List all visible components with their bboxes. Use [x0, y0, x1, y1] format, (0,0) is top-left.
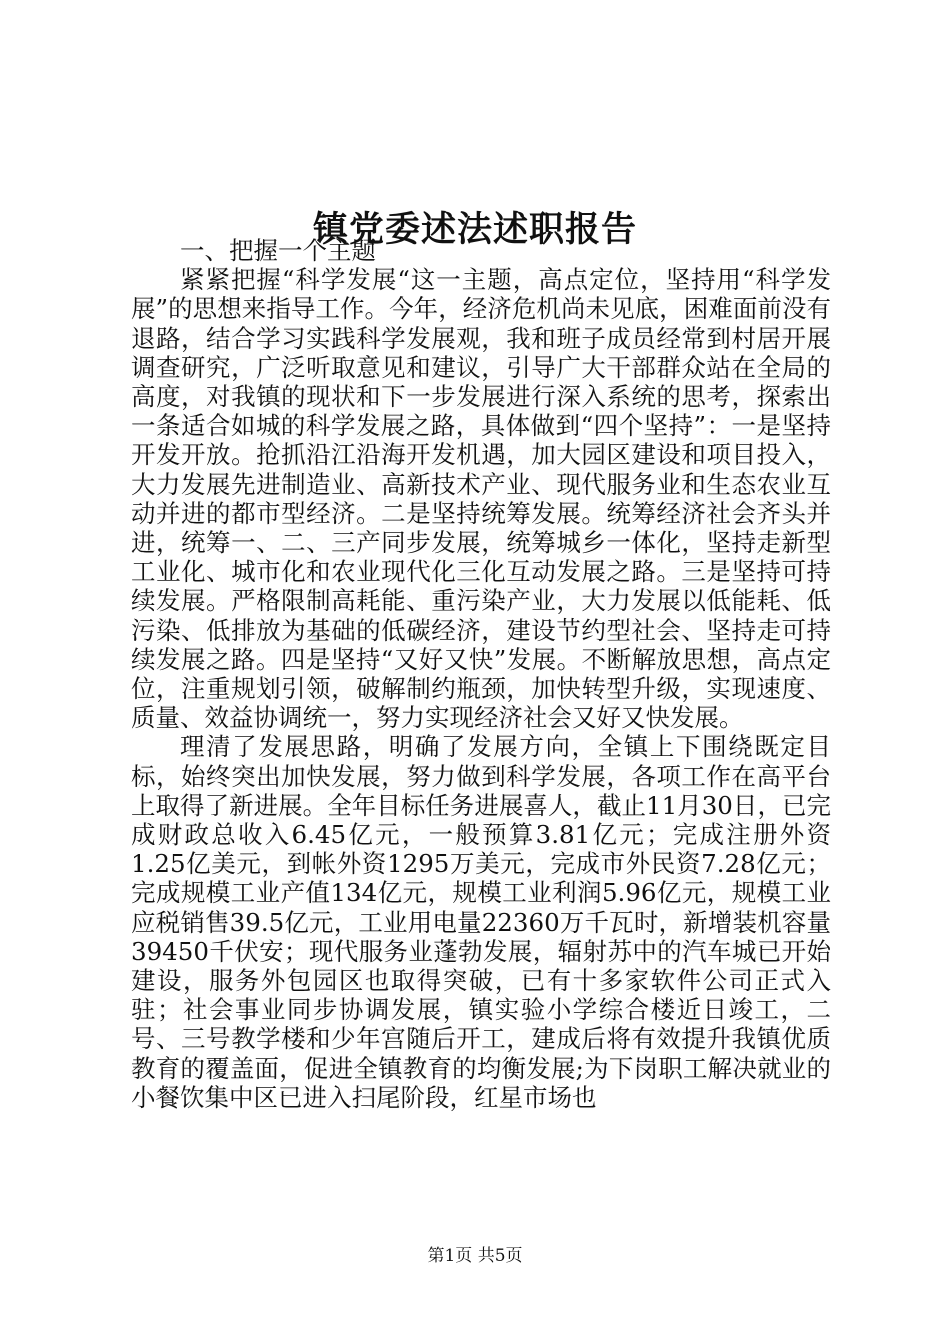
document-title: 镇党委述法述职报告: [312, 209, 637, 251]
document-body: [131, 236, 831, 1112]
body-paragraph: 理清了发展思路，明确了发展方向，全镇上下围绕既定目标，始终突出加快发展，努力做到科学发展，各项工作在高平台上取得了新进展。全年目标任务进展喜人，截止11月30日，已完成财政总收入6.45亿元，一般预算3.81亿元；完成注册外资1.25亿美元，到帐外资1295万美元，完成市外民资7.28亿元；完成规模工业产值134亿元，规模工业利润5.96亿元，规模工业应税销售39.5亿元，工业用电量22360万千瓦时，新增装机容量39450千伏安；现代服务业蓬勃发展，辐射苏中的汽车城已开始建设，服务外包园区也取得突破，已有十多家软件公司正式入驻；社会事业同步协调发展，镇实验小学综合楼近日竣工，二号、三号教学楼和少年宫随后开工，建成后将有效提升我镇优质教育的覆盖面，促进全镇教育的均衡发展;为下岗职工解决就业的小餐饮集中区已进入扫尾阶段，红星市场也: [131, 732, 831, 1112]
page-footer: 第1页 共5页: [427, 1246, 523, 1266]
section-heading: 一、把握一个主题: [180, 236, 376, 265]
body-paragraph: 紧紧把握“科学发展“这一主题，高点定位，坚持用“科学发展”的思想来指导工作。今年，经济危机尚未见底，困难面前没有退路，结合学习实践科学发展观，我和班子成员经常到村居开展调查研究，广泛听取意见和建议，引导广大干部群众站在全局的高度，对我镇的现状和下一步发展进行深入系统的思考，探索出一条适合如城的科学发展之路，具体做到“四个坚持”：一是坚持开发开放。抢抓沿江沿海开发机遇，加大园区建设和项目投入，大力发展先进制造业、高新技术产业、现代服务业和生态农业互动并进的都市型经济。二是坚持统筹发展。统筹经济社会齐头并进，统筹一、二、三产同步发展，统筹城乡一体化，坚持走新型工业化、城市化和农业现代化三化互动发展之路。三是坚持可持续发展。严格限制高耗能、重污染产业，大力发展以低能耗、低污染、低排放为基础的低碳经济，建设节约型社会、坚持走可持续发展之路。四是坚持“又好又快”发展。不断解放思想，高点定位，注重规划引领，破解制约瓶颈，加快转型升级，实现速度、质量、效益协调统一，努力实现经济社会又好又快发展。: [131, 265, 831, 733]
